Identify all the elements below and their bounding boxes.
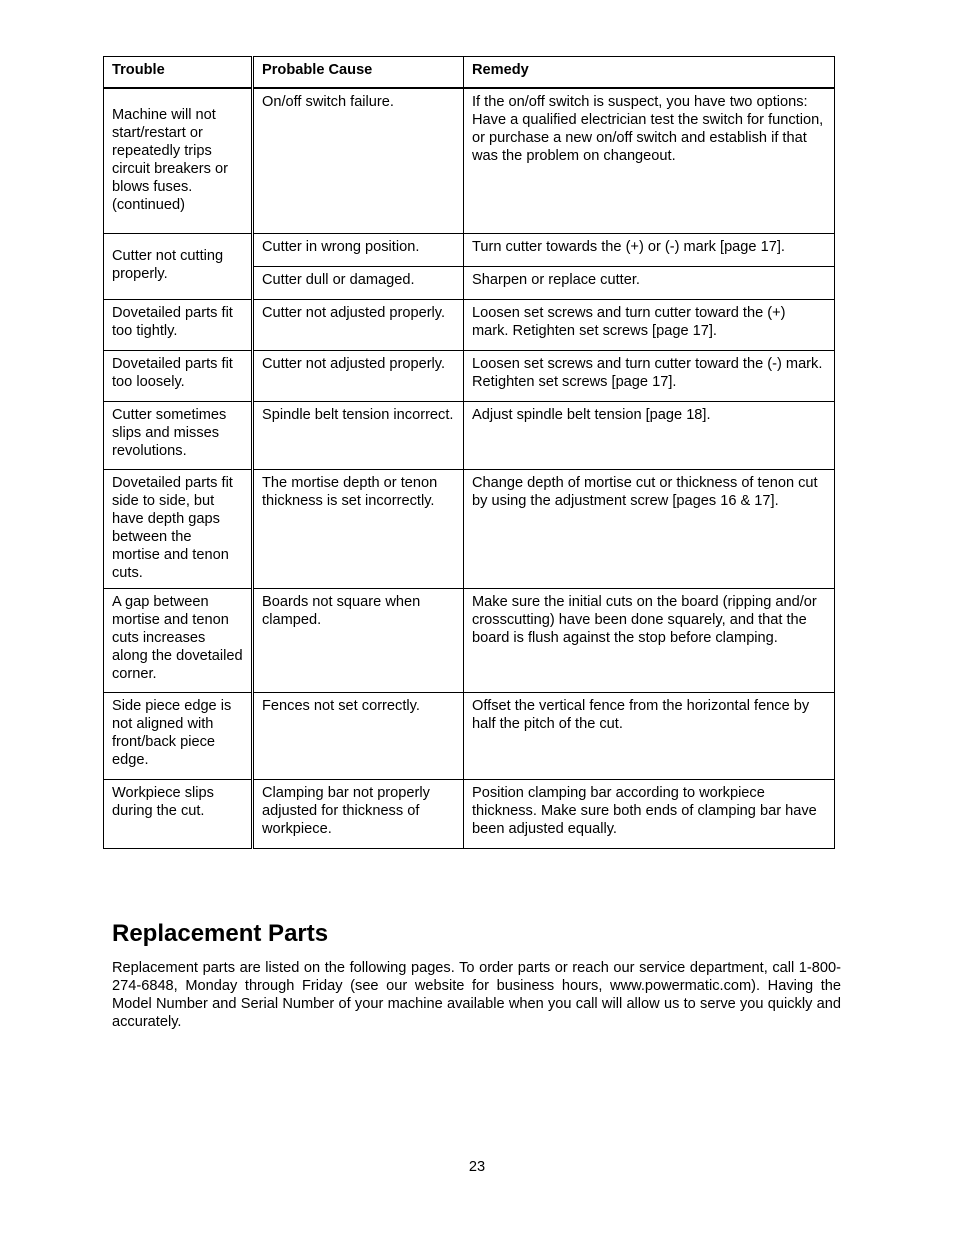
trouble-cell: Workpiece slips during the cut. xyxy=(104,779,253,848)
cause-cell: Cutter in wrong position. xyxy=(253,233,464,266)
table-row xyxy=(104,299,835,350)
trouble-cell: Dovetailed parts fit side to side, but have depth gaps between the mortise and tenon cuts. xyxy=(104,469,253,588)
header-row xyxy=(104,57,835,89)
header-trouble: Trouble xyxy=(104,57,253,89)
cause-cell: Boards not square when clamped. xyxy=(253,588,464,692)
trouble-cell: Side piece edge is not aligned with front/back piece edge. xyxy=(104,692,253,779)
remedy-cell: Loosen set screws and turn cutter toward the (-) mark. Retighten set screws [page 17]. xyxy=(464,350,835,401)
table-body xyxy=(104,88,835,848)
trouble-cell: Machine will not start/restart or repeatedly trips circuit breakers or blows fuses. (continued) xyxy=(104,88,253,233)
table-row xyxy=(104,469,835,588)
trouble-cell: Dovetailed parts fit too loosely. xyxy=(104,350,253,401)
table-header xyxy=(104,57,835,89)
cause-cell: Cutter dull or damaged. xyxy=(253,266,464,299)
cause-cell: The mortise depth or tenon thickness is set incorrectly. xyxy=(253,469,464,588)
section-title: Replacement Parts xyxy=(112,920,329,947)
page-number: 23 xyxy=(468,1159,486,1175)
cause-cell: Cutter not adjusted properly. xyxy=(253,350,464,401)
cause-cell: On/off switch failure. xyxy=(253,88,464,233)
remedy-cell: Position clamping bar according to workpiece thickness. Make sure both ends of clamping bar have been adjusted equally. xyxy=(464,779,835,848)
table-row xyxy=(104,692,835,779)
remedy-cell: Sharpen or replace cutter. xyxy=(464,266,835,299)
section-body: Replacement parts are listed on the following pages. To order parts or reach our service department, call 1-800-274-6848, Monday through Friday (see our website for business hours, www.powermatic.com). Having the Model Number and Serial Number of your machine available when you call will allow us to serve you quickly and accurately. xyxy=(112,960,841,1030)
remedy-cell: Offset the vertical fence from the horizontal fence by half the pitch of the cut. xyxy=(464,692,835,779)
remedy-cell: Loosen set screws and turn cutter toward the (+) mark. Retighten set screws [page 17]. xyxy=(464,299,835,350)
table-row xyxy=(104,350,835,401)
table-row xyxy=(104,588,835,692)
trouble-cell: Dovetailed parts fit too tightly. xyxy=(104,299,253,350)
cause-cell: Spindle belt tension incorrect. xyxy=(253,401,464,469)
table-row xyxy=(104,401,835,469)
table-row xyxy=(104,88,835,233)
remedy-cell: Change depth of mortise cut or thickness of tenon cut by using the adjustment screw [pages 16 & 17]. xyxy=(464,469,835,588)
troubleshooting-table xyxy=(103,56,835,849)
remedy-cell: Make sure the initial cuts on the board (ripping and/or crosscutting) have been done squarely, and that the board is flush against the stop before clamping. xyxy=(464,588,835,692)
cause-cell: Fences not set correctly. xyxy=(253,692,464,779)
trouble-cell: Cutter sometimes slips and misses revolutions. xyxy=(104,401,253,469)
cause-cell: Cutter not adjusted properly. xyxy=(253,299,464,350)
header-probable-cause: Probable Cause xyxy=(253,57,464,89)
remedy-cell: If the on/off switch is suspect, you have two options: Have a qualified electrician test the switch for function, or purchase a new on/off switch and establish if that was the problem on changeout. xyxy=(464,88,835,233)
remedy-cell: Adjust spindle belt tension [page 18]. xyxy=(464,401,835,469)
table-row xyxy=(104,779,835,848)
table-row xyxy=(104,233,835,266)
remedy-cell: Turn cutter towards the (+) or (-) mark [page 17]. xyxy=(464,233,835,266)
cause-cell: Clamping bar not properly adjusted for thickness of workpiece. xyxy=(253,779,464,848)
header-remedy: Remedy xyxy=(464,57,835,89)
trouble-cell: Cutter not cutting properly. xyxy=(104,233,253,299)
trouble-cell: A gap between mortise and tenon cuts increases along the dovetailed corner. xyxy=(104,588,253,692)
